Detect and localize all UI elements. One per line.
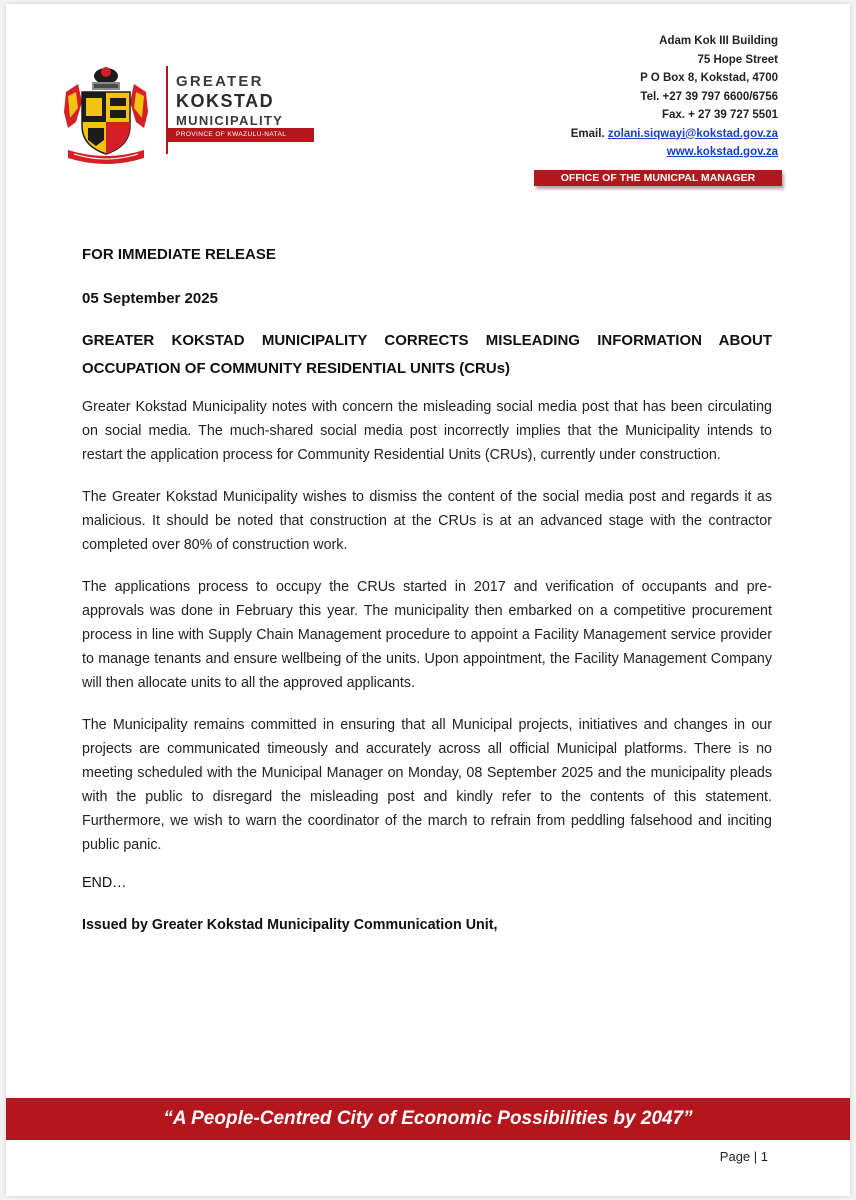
release-label: FOR IMMEDIATE RELEASE [82, 246, 276, 263]
contact-tel: Tel. +27 39 797 6600/6756 [640, 90, 778, 103]
contact-block [571, 32, 778, 162]
page-number: Page | 1 [719, 1149, 768, 1164]
contact-email-link[interactable]: zolani.siqwayi@kokstad.gov.za [607, 127, 778, 140]
wordmark-line-3: MUNICIPALITY [176, 113, 284, 128]
wordmark-line-2: KOKSTAD [176, 91, 275, 111]
office-banner: OFFICE OF THE MUNICPAL MANAGER [534, 170, 782, 186]
contact-street: 75 Hope Street [697, 53, 778, 66]
release-headline: GREATER KOKSTAD MUNICIPALITY CORRECTS MISLEADING INFORMATION ABOUT OCCUPATION OF COMMUNITY RESIDENTIAL UNITS (CRUs) [82, 332, 772, 377]
contact-email-label: Email. [570, 127, 605, 140]
paragraph-3: The applications process to occupy the CRUs started in 2017 and verification of occupants and pre-approvals was done in February this year. The municipality then embarked on a competitive procurement process in line with Supply Chain Management procedure to appoint a Facility Management service provider to manage tenants and ensure wellbeing of the units. Upon appointment, the Facility Management Company will then allocate units to all the approved applicants. [82, 579, 772, 691]
document-page [6, 4, 850, 1196]
coat-of-arms-icon [60, 62, 152, 166]
end-marker: END… [82, 875, 127, 891]
issued-by: Issued by Greater Kokstad Municipality Communication Unit, [82, 917, 498, 933]
release-date: 05 September 2025 [82, 290, 218, 307]
contact-email-row [571, 125, 778, 144]
contact-po-box: P O Box 8, Kokstad, 4700 [640, 72, 778, 84]
contact-fax: Fax. + 27 39 727 5501 [661, 109, 778, 121]
paragraph-1: Greater Kokstad Municipality notes with concern the misleading social media post that has been circulating on social media. The much-shared social media post incorrectly implies that the Municipality intends to restart the application process for Community Residential Units (CRUs), currently under construction. [82, 399, 772, 463]
municipality-wordmark [176, 74, 283, 127]
wordmark-line-1: GREATER [176, 73, 264, 90]
paragraph-4: The Municipality remains committed in ensuring that all Municipal projects, initiatives and changes in our projects are communicated timeously and accurately across all official Municipal platforms. There is no meeting scheduled with the Municipal Manager on Monday, 08 September 2025 and the municipality pleads with the public to disregard the misleading post and kindly refer to the contents of this statement. Furthermore, we wish to warn the coordinator of the march to refrain from peddling falsehood and inciting public panic. [82, 717, 772, 853]
paragraph-2: The Greater Kokstad Municipality wishes to dismiss the content of the social media post and regards it as malicious. It should be noted that construction at the CRUs is at an advanced stage with the contractor completed over 80% of construction work. [82, 489, 772, 553]
province-banner: PROVINCE OF KWAZULU-NATAL [168, 128, 314, 142]
contact-website-link[interactable]: www.kokstad.gov.za [666, 146, 778, 158]
release-body [82, 244, 772, 937]
slogan-banner: “A People-Centred City of Economic Possibilities by 2047” [6, 1098, 850, 1140]
contact-building: Adam Kok III Building [659, 35, 778, 47]
